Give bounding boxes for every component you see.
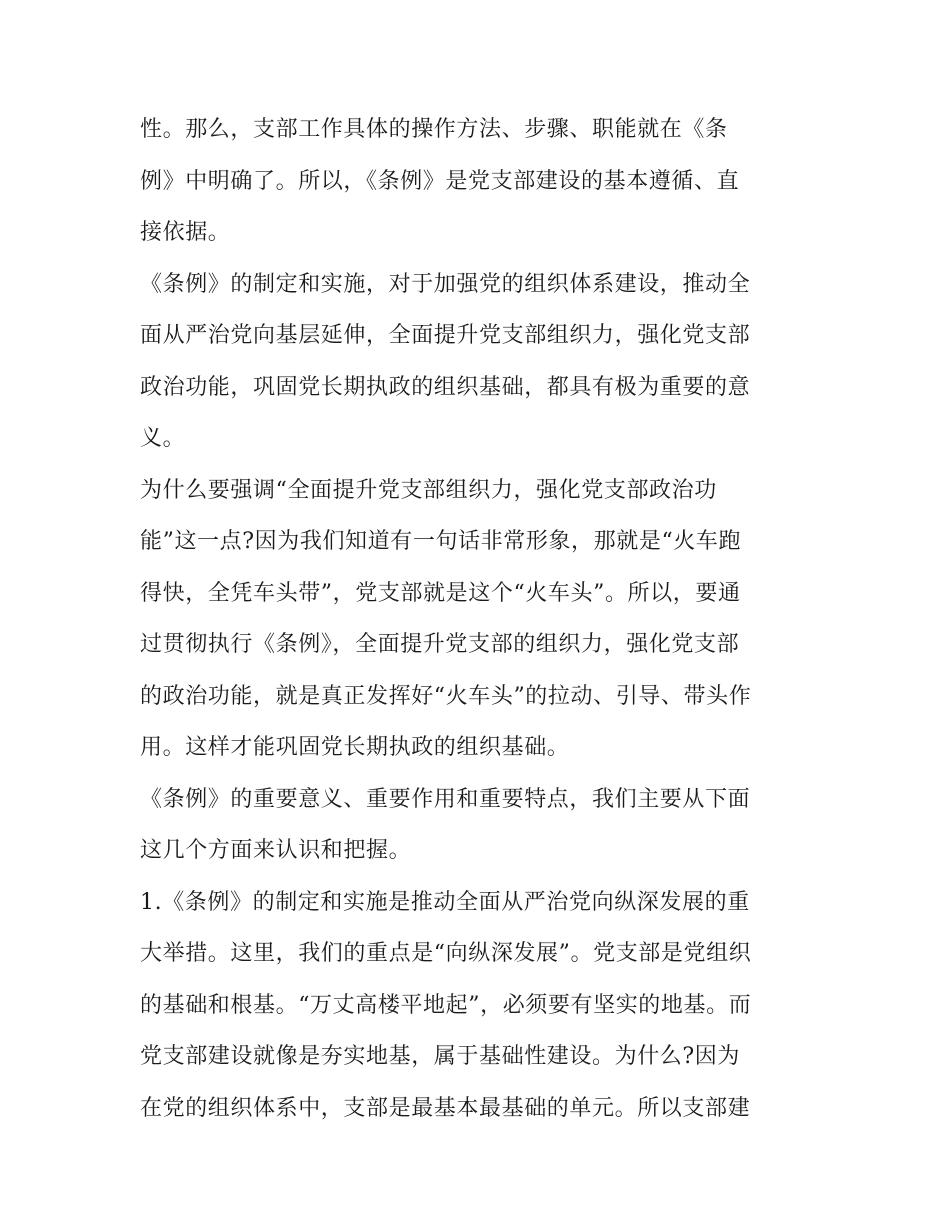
- text-line: 1.《条例》的制定和实施是推动全面从严治党向纵深发展的重: [140, 889, 750, 915]
- text-line: 例》中明确了。所以，《条例》是党支部建设的基本遵循、直: [140, 168, 740, 194]
- text-line: 得快，全凭车头带”，党支部就是这个“火车头”。所以，要通: [140, 580, 741, 606]
- text-line: 用。这样才能巩固党长期执政的组织基础。: [140, 735, 570, 760]
- text-line: 的政治功能，就是真正发挥好“火车头”的拉动、引导、带头作: [140, 683, 752, 709]
- text-line: 面从严治党向基层延伸，全面提升党支部组织力，强化党支部: [140, 323, 751, 348]
- document-body: [140, 104, 820, 1134]
- text-line: 为什么要强调“全面提升党支部组织力，强化党支部政治功: [140, 477, 717, 503]
- text-line: 《条例》的重要意义、重要作用和重要特点，我们主要从下面: [140, 786, 751, 812]
- text-line: 接依据。: [140, 220, 231, 245]
- text-line: 过贯彻执行《条例》，全面提升党支部的组织力，强化党支部: [140, 632, 740, 657]
- text-line: 党支部建设就像是夯实地基，属于基础性建设。为什么?因为: [140, 1044, 740, 1069]
- text-line: 在党的组织体系中，支部是最基本最基础的单元。所以支部建: [140, 1095, 751, 1121]
- text-line: 政治功能，巩固党长期执政的组织基础，都具有极为重要的意: [140, 374, 751, 400]
- text-line: 的基础和根基。“万丈高楼平地起”，必须要有坚实的地基。而: [140, 992, 752, 1018]
- text-line: 大举措。这里，我们的重点是“向纵深发展”。党支部是党组织: [140, 941, 752, 966]
- text-line: 义。: [140, 426, 186, 451]
- text-line: 这几个方面来认识和把握。: [140, 838, 412, 863]
- text-line: 性。那么，支部工作具体的操作方法、步骤、职能就在《条: [140, 117, 728, 142]
- text-line: 《条例》的制定和实施，对于加强党的组织体系建设，推动全: [140, 271, 751, 297]
- text-line: 能”这一点?因为我们知道有一句话非常形象，那就是“火车跑: [140, 529, 742, 554]
